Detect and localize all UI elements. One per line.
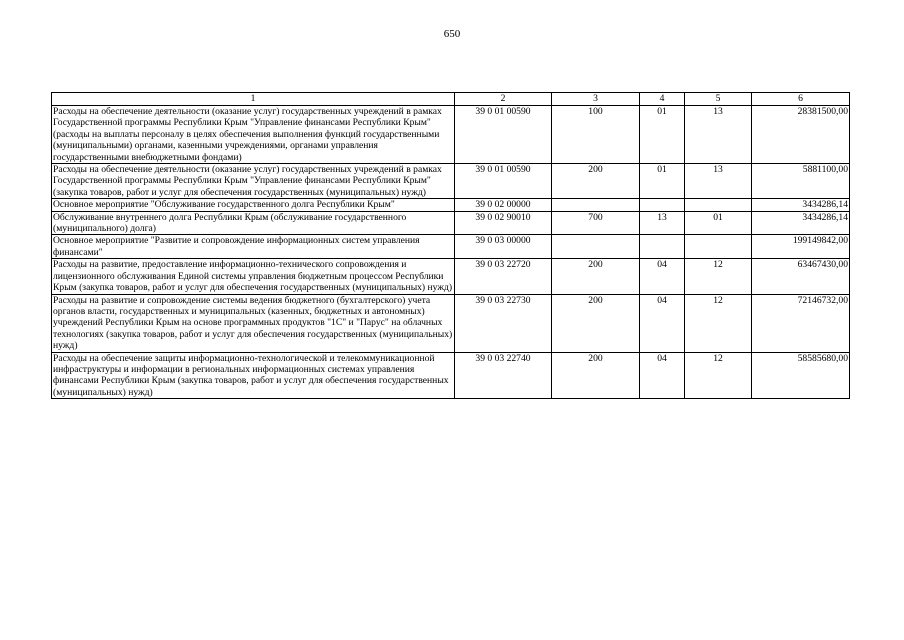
column-header-1: 1 [52,93,455,106]
section-cell: 01 [640,164,685,199]
table-row [52,259,850,294]
expense-type-cell: 200 [552,352,640,399]
expense-type-cell: 200 [552,164,640,199]
expense-type-cell [552,199,640,211]
table-row [52,235,850,259]
section-cell: 01 [640,106,685,164]
target-article-code-cell: 39 0 03 22720 [455,259,552,294]
expense-type-cell [552,235,640,259]
table-row [52,199,850,211]
target-article-code-cell: 39 0 03 22730 [455,294,552,352]
expense-type-cell: 200 [552,259,640,294]
subsection-cell: 01 [685,211,752,235]
table-row [52,352,850,399]
expense-type-cell: 200 [552,294,640,352]
section-cell [640,199,685,211]
amount-cell: 63467430,00 [752,259,850,294]
subsection-cell: 13 [685,164,752,199]
column-header-6: 6 [752,93,850,106]
amount-cell: 5881100,00 [752,164,850,199]
amount-cell: 3434286,14 [752,199,850,211]
target-article-code-cell: 39 0 03 22740 [455,352,552,399]
target-article-code-cell: 39 0 01 00590 [455,164,552,199]
table-row [52,164,850,199]
expense-name-cell: Расходы на обеспечение деятельности (оказание услуг) государственных учреждений в рамках Государственной программы Республики Крым "Управление финансами Республики Крым" (расходы на выплаты персоналу в целях обеспечения выполнения функций государственными (муниципальными) органами, казенными учреждениями, органами управления государственными внебюджетными фондами) [52,106,455,164]
expense-name-cell: Основное мероприятие "Обслуживание государственного долга Республики Крым" [52,199,455,211]
table-row [52,211,850,235]
expense-name-cell: Расходы на развитие и сопровождение системы ведения бюджетного (бухгалтерского) учета органов власти, государственных и муниципальных (казенных, бюджетных и автономных) учреждений Республики Крым на основе программных продуктов "1С" и "Парус" на облачных технологиях (закупка товаров, работ и услуг для обеспечения государственных (муниципальных) нужд) [52,294,455,352]
budget-table [51,92,850,399]
column-header-5: 5 [685,93,752,106]
amount-cell: 58585680,00 [752,352,850,399]
column-header-2: 2 [455,93,552,106]
column-header-3: 3 [552,93,640,106]
section-cell: 04 [640,352,685,399]
target-article-code-cell: 39 0 02 90010 [455,211,552,235]
subsection-cell: 13 [685,106,752,164]
target-article-code-cell: 39 0 01 00590 [455,106,552,164]
expense-name-cell: Расходы на обеспечение защиты информационно-технологической и телекоммуникационной инфраструктуры и информации в региональных информационных системах управления финансами Республики Крым (закупка товаров, работ и услуг для обеспечения государственных (муниципальных) нужд) [52,352,455,399]
expense-name-cell: Основное мероприятие "Развитие и сопровождение информационных систем управления финансами" [52,235,455,259]
expense-name-cell: Расходы на развитие, предоставление информационно-технического сопровождения и лицензионного обслуживания Единой системы управления бюджетным процессом Республики Крым (закупка товаров, работ и услуг для обеспечения государственных (муниципальных) нужд) [52,259,455,294]
section-cell: 04 [640,259,685,294]
subsection-cell: 12 [685,259,752,294]
page-number: 650 [443,28,461,40]
subsection-cell: 12 [685,352,752,399]
subsection-cell [685,235,752,259]
expense-name-cell: Расходы на обеспечение деятельности (оказание услуг) государственных учреждений в рамках Государственной программы Республики Крым "Управление финансами Республики Крым" (закупка товаров, работ и услуг для обеспечения государственных (муниципальных) нужд) [52,164,455,199]
section-cell: 13 [640,211,685,235]
table-row [52,294,850,352]
amount-cell: 72146732,00 [752,294,850,352]
amount-cell: 199149842,00 [752,235,850,259]
table-row [52,106,850,164]
amount-cell: 28381500,00 [752,106,850,164]
target-article-code-cell: 39 0 03 00000 [455,235,552,259]
expense-type-cell: 100 [552,106,640,164]
target-article-code-cell: 39 0 02 00000 [455,199,552,211]
section-cell [640,235,685,259]
table-header-row [52,93,850,106]
column-header-4: 4 [640,93,685,106]
expense-name-cell: Обслуживание внутреннего долга Республики Крым (обслуживание государственного (муниципального) долга) [52,211,455,235]
amount-cell: 3434286,14 [752,211,850,235]
expense-type-cell: 700 [552,211,640,235]
subsection-cell: 12 [685,294,752,352]
section-cell: 04 [640,294,685,352]
subsection-cell [685,199,752,211]
